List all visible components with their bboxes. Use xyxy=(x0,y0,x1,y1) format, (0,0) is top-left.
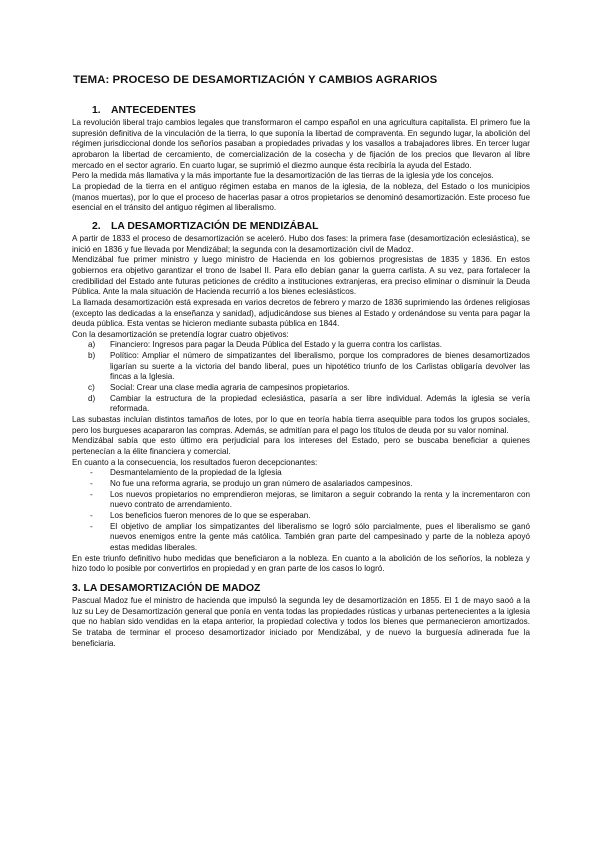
document-page xyxy=(72,74,530,649)
list-item xyxy=(72,490,530,511)
list-marker: - xyxy=(90,489,93,499)
section-2-paragraph: A partir de 1833 el proceso de desamortización se aceleró. Hubo dos fases: la primera fase (desamortización eclesiástica), se inició en 1836 y fue llevada por Mendizábal; la segunda con la desamortización civil de Madoz. xyxy=(72,233,530,254)
section-2-paragraph: En cuanto a la consecuencia, los resultados fueron decepcionantes: xyxy=(72,457,318,467)
list-marker: b) xyxy=(88,351,96,361)
section-2-title: LA DESAMORTIZACIÓN DE MENDIZÁBAL xyxy=(111,220,319,232)
section-3-paragraph: Pascual Madoz fue el ministro de hacienda que impulsó la segunda ley de desamortización en 1855. El 1 de mayo saoó a la luz su Ley de Desamortización general que ponía en venta todas las propiedades rústicas y urbanas pertenecientes a la iglesia que no habían sido vendidas en la etapa anterior, la propiedad colectiva y todos los bienes que permanecieron amortizados. Se trataba de terminar el proceso desamortizador iniciado por Mendizábal, y de nuevo la burguesía adinerada fue la beneficiaria. xyxy=(72,595,530,648)
section-1-paragraph: La revolución liberal trajo cambios legales que transformaron el campo español en una agricultura capitalista. El primero fue la supresión definitiva de la vinculación de la tierra, lo que suponía la libertad de compraventa. En segundo lugar, la abolición del régimen jurisdiccional donde los señoríos pasaban a propiedades privadas y los vasallos a trabajadores libres. En tercer lugar aprobaron la libertad de cercamiento, de comercialización de la cosecha y de fijación de los precios que llevaron al libre mercado en el sector agrario. En cuarto lugar, se suprimió el diezmo aunque ésta recibiría la ayuda del Estado. xyxy=(72,118,530,170)
section-1-heading xyxy=(72,105,530,116)
list-item xyxy=(72,522,530,554)
section-3-heading: 3. LA DESAMORTIZACIÓN DE MADOZ xyxy=(72,582,261,594)
section-1-title: ANTECEDENTES xyxy=(111,105,196,116)
list-item-text: Financiero: Ingresos para pagar la Deuda Pública del Estado y la guerra contra los carlistas. xyxy=(110,340,442,350)
list-item-text: Desmantelamiento de la propiedad de la Iglesia xyxy=(110,468,282,478)
list-marker: c) xyxy=(88,383,95,393)
list-item xyxy=(72,511,530,522)
list-marker: a) xyxy=(88,340,96,350)
document-title: TEMA: PROCESO DE DESAMORTIZACIÓN Y CAMBIOS AGRARIOS xyxy=(73,74,438,86)
section-1-number: 1. xyxy=(92,105,101,116)
list-marker: - xyxy=(90,468,93,478)
section-2-paragraph: La llamada desamortización está expresada en varios decretos de febrero y marzo de 1836 suprimiendo las órdenes religiosas (excepto las dedicadas a la enseñanza y sanidad), adjudicándose sus bienes al Estado y ordenándose su venta para pagar la deuda pública. Esta ventas se hicieron mediante subasta pública en 1844. xyxy=(72,297,530,329)
list-item xyxy=(72,468,530,479)
list-item-text: El objetivo de ampliar los simpatizantes del liberalismo se logró sólo parcialmente, pues el liberalismo se ganó nuevos enemigos entre la gente más católica. También gran parte del campesinado y parte de la nobleza apoyó estas medidas liberales. xyxy=(110,521,530,552)
results-list xyxy=(72,468,530,553)
section-2-heading xyxy=(72,221,530,232)
section-1-paragraph: Pero la medida más llamativa y la más importante fue la desamortización de las tierras de la iglesia yde los concejos. xyxy=(72,171,494,181)
section-2-number: 2. xyxy=(92,220,101,232)
list-item-text: Los nuevos propietarios no emprendieron mejoras, se limitaron a seguir cobrando la renta y la incrementaron con nuevo contrato de arrendamiento. xyxy=(110,489,530,510)
list-item xyxy=(72,351,530,383)
section-2-paragraph: Las subastas incluían distintos tamaños de lotes, por lo que en teoría había tierra asequible para todos los grupos sociales, pero los burgueses acapararon las compras. Además, se admitían para el pago los títulos de deuda por su valor nominal. xyxy=(72,415,530,435)
section-2-paragraph: Mendizábal fue primer ministro y luego ministro de Hacienda en los gobiernos progresistas de 1835 y 1836. En estos gobiernos era objetivo garantizar el trono de Isabel II. Para ello debían ganar la guerra carlista. A su vez, para fortalecer la credibilidad del Estado ante futuras peticiones de crédito a instituciones extranjeras, era preciso eliminar o disminuir la Deuda Pública. Ante la mala situación de Hacienda recurrió a los bienes eclesiásticos. xyxy=(72,255,530,297)
list-item xyxy=(72,479,530,490)
list-item-text: Social: Crear una clase media agraria de campesinos propietarios. xyxy=(110,383,350,393)
list-item-text: Político: Ampliar el número de simpatizantes del liberalismo, porque los compradores de bienes desamortizados ligarían su suerte a la victoria del bando liberal, pues un hipotético triunfo de los Carlistas obligaría devolver las fincas a la Iglesia. xyxy=(110,351,530,382)
section-1-paragraph: La propiedad de la tierra en el antiguo régimen estaba en manos de la iglesia, de la nobleza, del Estado o los municipios (manos muertas), por lo que el proceso de hacerlas pasar a otros propietarios se denominó desamortización. Este proceso fue esencial en el tránsito del antiguo régimen al liberalismo. xyxy=(72,181,530,213)
list-marker: - xyxy=(90,510,93,520)
list-item xyxy=(72,394,530,415)
list-marker: - xyxy=(90,479,93,488)
list-marker: d) xyxy=(88,393,96,403)
list-item-text: No fue una reforma agraria, se produjo un gran número de asalariados campesinos. xyxy=(110,479,413,488)
section-2-paragraph: En este triunfo definitivo hubo medidas que beneficiaron a la nobleza. En cuanto a la abolición de los señoríos, la nobleza y hizo todo lo posible por convertirlos en propiedad y en gran parte de los casos lo logró. xyxy=(72,553,530,574)
section-2-paragraph: Con la desamortización se pretendía lograr cuatro objetivos: xyxy=(72,329,289,339)
list-item xyxy=(72,340,530,351)
objectives-list xyxy=(72,340,530,415)
list-item-text: Los beneficios fueron menores de lo que se esperaban. xyxy=(110,510,311,520)
list-item xyxy=(72,383,530,394)
list-marker: - xyxy=(90,521,93,531)
section-2-paragraph: Mendizábal sabía que esto último era perjudicial para los intereses del Estado, pero se buscaba beneficiar a quienes pertenecían a la élite financiera y comercial. xyxy=(72,436,530,457)
list-item-text: Cambiar la estructura de la propiedad eclesiástica, pasaría a ser libre individual. Además la iglesia se vería reformada. xyxy=(110,393,530,414)
